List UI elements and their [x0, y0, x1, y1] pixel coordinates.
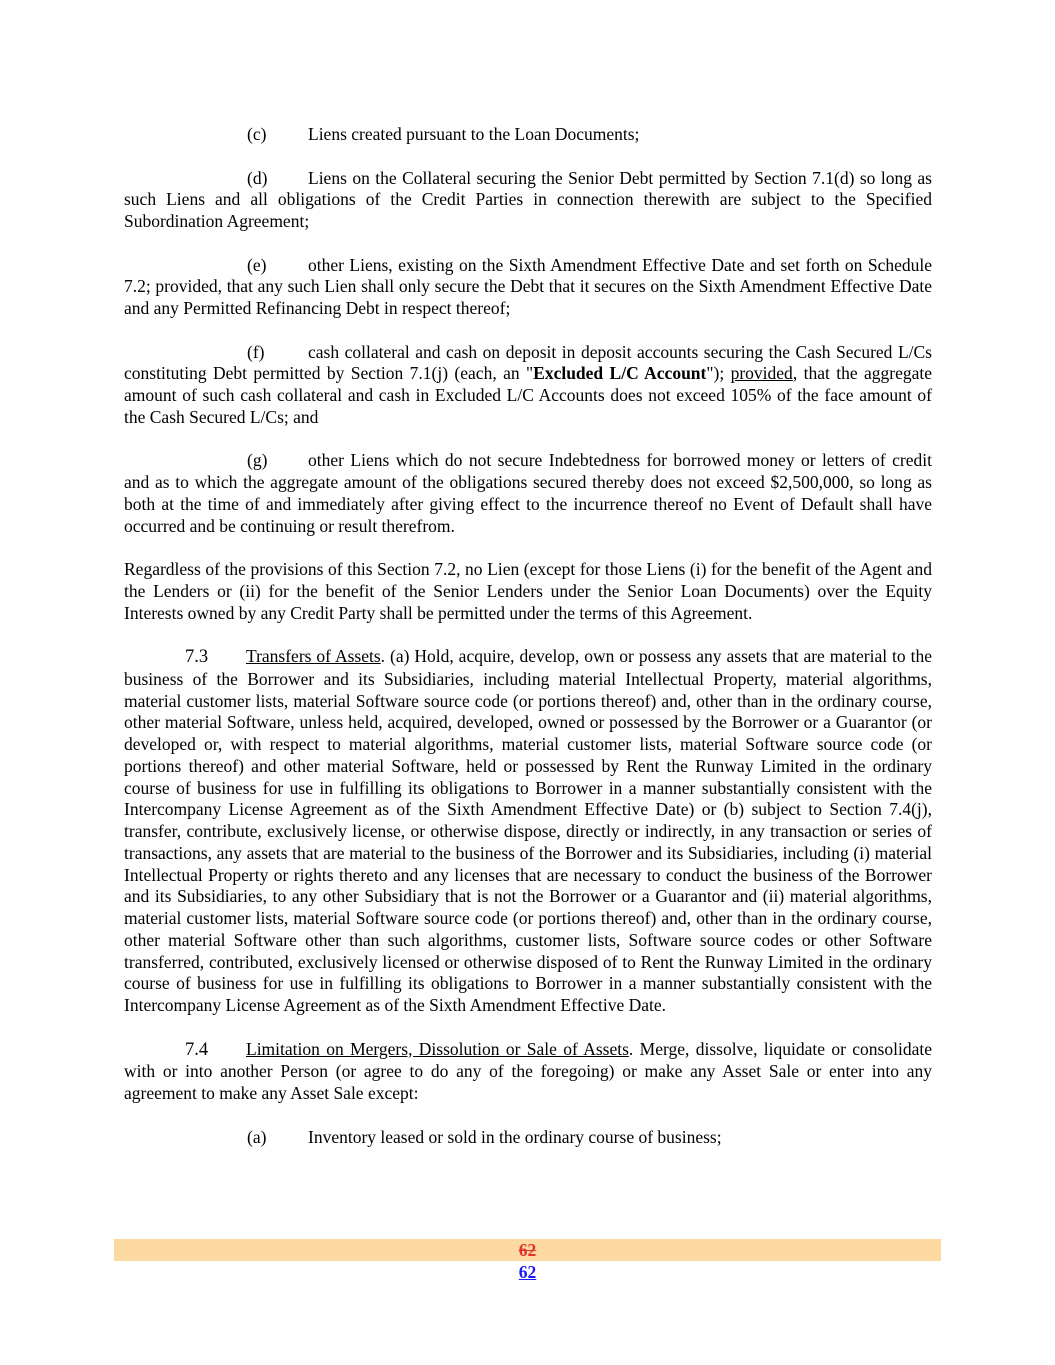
clause-text: other Liens which do not secure Indebtedness for borrowed money or letters of credit and as to which the aggregate amount of the obligations secured thereby does not exceed $2,500,000, so long as both at the time of and immediately after giving effect to the incurrence thereof no Event of Default shall have occurred and be continuing or result therefrom. [124, 450, 932, 536]
clause-d [124, 168, 932, 233]
clause-c [124, 124, 932, 146]
section-text: . (a) Hold, acquire, develop, own or possess any assets that are material to the business of the Borrower and its Subsidiaries, including material Intellectual Property, material algorithms, material customer lists, material Software source code (or portions thereof) and, other than in the ordinary course, other material Software, unless held, acquired, developed, owned or possessed by the Borrower or a Guarantor (or developed or, with respect to material algorithms, material customer lists, material Software source code (or portions thereof) and other material Software, held or possessed by Rent the Runway Limited in the ordinary course of business for use in fulfilling its obligations to Borrower in a manner substantially consistent with the Intercompany License Agreement as of the Sixth Amendment Effective Date) or (b) subject to Section 7.4(j), transfer, contribute, exclusively license, or otherwise dispose, directly or indirectly, in any transaction or series of transactions, any assets that are material to the business of the Borrower and its Subsidiaries, including (i) material Intellectual Property or rights thereto and any licenses that are necessary to conduct the business of the Borrower and its Subsidiaries, to any other Subsidiary that is not the Borrower or a Guarantor and (ii) material algorithms, material customer lists, material Software source code (or portions thereof) and, other than in the ordinary course, other material Software other than such algorithms, customer lists, Software source codes or other Software transferred, contributed, exclusively licensed or otherwise disposed of to Rent the Runway Limited in the ordinary course of business for use in fulfilling its obligations to Borrower in a manner substantially consistent with the Intercompany License Agreement as of the Sixth Amendment Effective Date. [124, 646, 932, 1015]
proviso-term: provided [730, 363, 793, 384]
section-title: Transfers of Assets [246, 646, 381, 666]
section-number: 7.3 [185, 647, 209, 667]
section-7-4 [124, 1039, 932, 1105]
section-number: 7.4 [185, 1039, 209, 1060]
defined-term: Excluded L/C Account [533, 363, 707, 384]
clause-g [124, 450, 932, 537]
clause-label: (a) [247, 1126, 267, 1147]
document-body [124, 124, 932, 1170]
clause-text: cash collateral and cash on deposit in deposit accounts securing the Cash Secured L/Cs constituting Debt permitted by Section 7.1(j) (each, an " [124, 341, 932, 384]
clause-e [124, 255, 932, 320]
clause-text: other Liens, existing on the Sixth Amendment Effective Date and set forth on Schedule 7.2; provided, that any such Lien shall only secure the Debt that it secures on the Sixth Amendment Effective Date and any Permitted Refinancing Debt in respect thereof; [124, 254, 932, 318]
clause-f [124, 342, 932, 429]
clause-label: (f) [247, 341, 265, 362]
section-title: Limitation on Mergers, Dissolution or Sale of Assets [246, 1038, 629, 1059]
clause-text: , that the aggregate amount of such cash collateral and cash in Excluded L/C Accounts does not exceed 105% of the face amount of the Cash Secured L/Cs; and [124, 363, 932, 427]
page-number-deleted: 62 [518, 1240, 537, 1260]
clause-text: "); [706, 363, 731, 384]
clause-label: (e) [247, 254, 267, 275]
clause-text: Liens created pursuant to the Loan Documents; [308, 124, 640, 144]
section-7-3 [124, 646, 932, 1017]
clause-text: Liens on the Collateral securing the Senior Debt permitted by Section 7.1(d) so long as such Liens and all obligations of the Credit Parties in connection therewith are subject to the Specified Subordination Agreement; [124, 167, 932, 231]
clause-label: (d) [247, 167, 268, 188]
clause-label: (c) [247, 124, 267, 144]
regardless-paragraph: Regardless of the provisions of this Section 7.2, no Lien (except for those Liens (i) for the benefit of the Agent and the Lenders or (ii) for the benefit of the Senior Lenders under the Senior Loan Documents) over the Equity Interests owned by any Credit Party shall be permitted under the terms of this Agreement. [124, 559, 932, 623]
clause-label: (g) [247, 450, 268, 471]
clause-7-4-a [124, 1127, 932, 1149]
clause-text: Inventory leased or sold in the ordinary course of business; [308, 1126, 722, 1147]
section-text: . Merge, dissolve, liquidate or consolidate with or into another Person (or agree to do any of the foregoing) or make any Asset Sale or enter into any agreement to make any Asset Sale except: [124, 1038, 932, 1103]
page-number-inserted: 62 [518, 1262, 537, 1282]
